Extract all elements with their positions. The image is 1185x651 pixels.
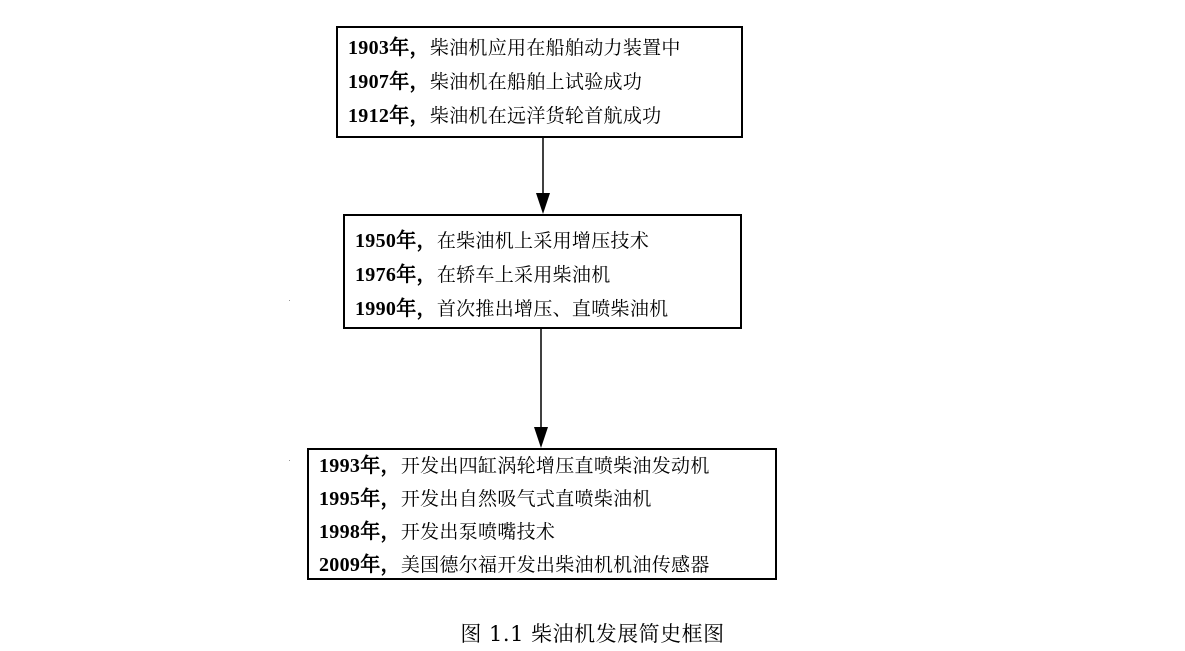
- timeline-box-recent: [307, 448, 777, 580]
- timeline-entry: 1912年，柴油机在远洋货轮首航成功: [348, 105, 662, 127]
- arrow-box1-to-box2: [536, 138, 550, 214]
- timeline-entry: 1993年，开发出四缸涡轮增压直喷柴油发动机: [319, 455, 710, 477]
- scan-speck: [289, 460, 290, 461]
- timeline-entry: 2009年，美国德尔福开发出柴油机机油传感器: [319, 554, 710, 576]
- timeline-entry: 1907年，柴油机在船舶上试验成功: [348, 71, 643, 93]
- timeline-entry: 1950年，在柴油机上采用增压技术: [355, 230, 650, 252]
- timeline-entry: 1998年，开发出泵喷嘴技术: [319, 521, 556, 543]
- timeline-entry: 1995年，开发出自然吸气式直喷柴油机: [319, 488, 652, 510]
- timeline-box-middle: [343, 214, 742, 329]
- arrow-box2-to-box3: [534, 329, 548, 448]
- timeline-entry: 1976年，在轿车上采用柴油机: [355, 264, 611, 286]
- figure-caption: 图 1.1 柴油机发展简史框图: [460, 622, 725, 646]
- timeline-entry: 1903年，柴油机应用在船舶动力装置中: [348, 37, 681, 59]
- scan-speck: [289, 300, 290, 301]
- timeline-box-early: [336, 26, 743, 138]
- timeline-entry: 1990年，首次推出增压、直喷柴油机: [355, 298, 669, 320]
